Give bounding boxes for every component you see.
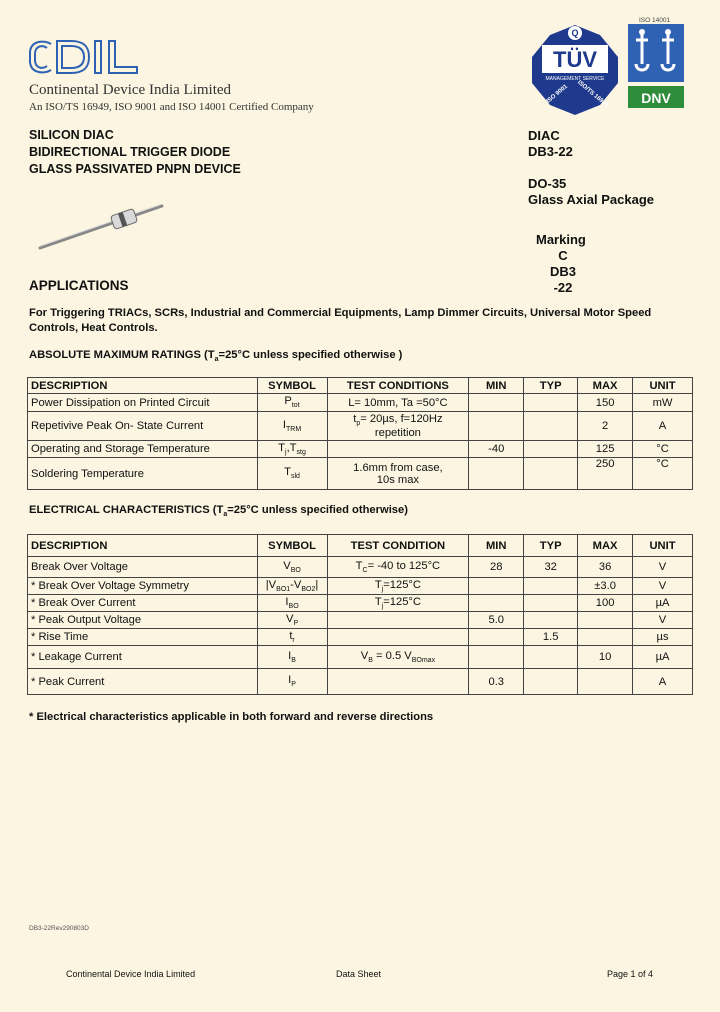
iso-14001-caption: ISO 14001 bbox=[639, 17, 671, 24]
marking-line-3: -22 bbox=[553, 280, 573, 295]
row-max: ±3.0 bbox=[578, 578, 633, 595]
row-min bbox=[469, 646, 524, 669]
row-unit: µA bbox=[633, 595, 693, 612]
row-min bbox=[469, 458, 524, 490]
row-max: 250 bbox=[578, 458, 633, 490]
table-row bbox=[28, 578, 693, 595]
row-min: 5.0 bbox=[469, 612, 524, 629]
row-symbol: $I_{BO}$ bbox=[257, 595, 327, 612]
cdil-logo bbox=[27, 38, 139, 76]
row-max: 125 bbox=[578, 441, 633, 458]
row-unit: V bbox=[633, 612, 693, 629]
header-description: DESCRIPTION bbox=[28, 535, 258, 557]
title-line-1: SILICON DIAC bbox=[29, 128, 114, 142]
header-typ: TYP bbox=[524, 535, 578, 557]
certification-line: An ISO/TS 16949, ISO 9001 and ISO 14001 Certified Company bbox=[29, 101, 314, 113]
row-min bbox=[469, 578, 524, 595]
row-max bbox=[578, 669, 633, 695]
table-row bbox=[28, 441, 693, 458]
header-description: DESCRIPTION bbox=[28, 378, 258, 394]
header-min: MIN bbox=[469, 535, 524, 557]
tuv-label: TÜV bbox=[553, 47, 597, 72]
row-typ: 32 bbox=[524, 557, 578, 578]
table-row bbox=[28, 412, 693, 441]
row-unit: mW bbox=[633, 394, 693, 412]
marking-block bbox=[536, 232, 590, 296]
row-symbol: $t_r$ bbox=[257, 629, 327, 646]
row-max: 10 bbox=[578, 646, 633, 669]
row-unit: V bbox=[633, 557, 693, 578]
row-typ bbox=[524, 595, 578, 612]
row-unit: A bbox=[633, 412, 693, 441]
elec-title: ELECTRICAL CHARACTERISTICS ($T_a=25^\circ C$ unless specified otherwise) bbox=[29, 504, 408, 519]
tuv-iso-right: ISO/TS 16949 bbox=[576, 79, 610, 109]
row-description: * Rise Time bbox=[28, 629, 258, 646]
dnv-certification-badge bbox=[628, 24, 684, 108]
marking-line-2: DB3 bbox=[549, 264, 576, 279]
row-min: -40 bbox=[469, 441, 524, 458]
row-unit: µA bbox=[633, 646, 693, 669]
header-symbol: SYMBOL bbox=[257, 535, 327, 557]
marking-line-1: C bbox=[558, 248, 568, 263]
row-symbol: $I_P$ bbox=[257, 669, 327, 695]
applications-heading: APPLICATIONS bbox=[29, 278, 129, 293]
row-typ bbox=[524, 578, 578, 595]
row-typ bbox=[524, 669, 578, 695]
row-max: 100 bbox=[578, 595, 633, 612]
row-max bbox=[578, 629, 633, 646]
row-unit: A bbox=[633, 669, 693, 695]
row-test: $T_j=125^\circ C$ bbox=[327, 595, 469, 612]
row-max: 150 bbox=[578, 394, 633, 412]
row-symbol: $I_B$ bbox=[257, 646, 327, 669]
header-min: MIN bbox=[469, 378, 524, 394]
marking-label: Marking bbox=[536, 232, 586, 247]
row-symbol: $T_{sld}$ bbox=[257, 458, 327, 490]
row-typ bbox=[524, 412, 578, 441]
device-type: DIAC bbox=[528, 128, 560, 143]
tuv-service: MANAGEMENT SERVICE bbox=[545, 76, 605, 82]
abs-max-title: ABSOLUTE MAXIMUM RATINGS ($T_a=25^\circ C$ unless specified otherwise ) bbox=[29, 349, 403, 364]
table-header-row bbox=[28, 378, 693, 394]
package-desc: Glass Axial Package bbox=[528, 192, 654, 207]
dnv-label: DNV bbox=[641, 90, 671, 106]
device-title-block bbox=[29, 127, 241, 178]
row-symbol: $T_j,T_{stg}$ bbox=[257, 441, 327, 458]
footnote: * Electrical characteristics applicable in both forward and reverse directions bbox=[29, 711, 434, 723]
table-row bbox=[28, 458, 693, 490]
row-min bbox=[469, 394, 524, 412]
package-block bbox=[528, 176, 654, 208]
tuv-iso-left: ISO 9001 bbox=[545, 83, 569, 105]
footer-company: Continental Device India Limited bbox=[66, 969, 196, 979]
company-name: Continental Device India Limited bbox=[29, 82, 232, 98]
row-test: 1.6mm from case, 10s max bbox=[327, 458, 469, 490]
row-symbol: $I_{TRM}$ bbox=[257, 412, 327, 441]
document-code: DB3-22Rev290803D bbox=[29, 925, 89, 932]
row-test bbox=[327, 629, 469, 646]
table-header-row bbox=[28, 535, 693, 557]
row-test: $t_p= 20\mu s$, f=120Hz repetition bbox=[327, 412, 469, 441]
table-row bbox=[28, 669, 693, 695]
tuv-certification-badge bbox=[528, 23, 622, 117]
package-name: DO-35 bbox=[528, 176, 567, 191]
elec-table bbox=[27, 534, 693, 695]
footer-page: Page 1 of 4 bbox=[607, 969, 654, 979]
table-row bbox=[28, 612, 693, 629]
row-typ bbox=[524, 612, 578, 629]
table-row bbox=[28, 646, 693, 669]
row-typ: 1.5 bbox=[524, 629, 578, 646]
row-test: $T_j=125^\circ C$ bbox=[327, 578, 469, 595]
row-description: * Break Over Voltage Symmetry bbox=[28, 578, 258, 595]
row-unit: V bbox=[633, 578, 693, 595]
row-test bbox=[327, 612, 469, 629]
row-typ bbox=[524, 646, 578, 669]
header-unit: UNIT bbox=[633, 378, 693, 394]
row-typ bbox=[524, 441, 578, 458]
header-test-condition: TEST CONDITION bbox=[327, 535, 469, 557]
row-max bbox=[578, 612, 633, 629]
table-row bbox=[28, 394, 693, 412]
header-max: MAX bbox=[578, 535, 633, 557]
row-unit: °C bbox=[633, 441, 693, 458]
row-description: Soldering Temperature bbox=[28, 458, 258, 490]
row-test: $V_B = 0.5$ $V_{BOmax}$ bbox=[327, 646, 469, 669]
row-min bbox=[469, 412, 524, 441]
header-typ: TYP bbox=[524, 378, 578, 394]
row-symbol: $V_P$ bbox=[257, 612, 327, 629]
row-min: 28 bbox=[469, 557, 524, 578]
row-max: 36 bbox=[578, 557, 633, 578]
row-description: * Leakage Current bbox=[28, 646, 258, 669]
row-test bbox=[327, 441, 469, 458]
row-symbol: $P_{tot}$ bbox=[257, 394, 327, 412]
row-typ bbox=[524, 458, 578, 490]
header-symbol: SYMBOL bbox=[257, 378, 327, 394]
row-min bbox=[469, 595, 524, 612]
row-description: * Peak Current bbox=[28, 669, 258, 695]
row-min bbox=[469, 629, 524, 646]
table-row bbox=[28, 557, 693, 578]
row-unit: °C bbox=[633, 458, 693, 490]
row-description: * Peak Output Voltage bbox=[28, 612, 258, 629]
row-test bbox=[327, 669, 469, 695]
row-description: * Break Over Current bbox=[28, 595, 258, 612]
row-unit: µs bbox=[633, 629, 693, 646]
header-max: MAX bbox=[578, 378, 633, 394]
row-max: 2 bbox=[578, 412, 633, 441]
row-description: Break Over Voltage bbox=[28, 557, 258, 578]
abs-max-table bbox=[27, 377, 693, 490]
row-description: Operating and Storage Temperature bbox=[28, 441, 258, 458]
row-description: Power Dissipation on Printed Circuit bbox=[28, 394, 258, 412]
footer-center: Data Sheet bbox=[336, 969, 382, 979]
row-test: $T_C= -40$ to 125°C bbox=[327, 557, 469, 578]
title-line-2: BIDIRECTIONAL TRIGGER DIODE bbox=[29, 145, 231, 159]
applications-text: For Triggering TRIACs, SCRs, Industrial and Commercial Equipments, Lamp Dimmer Circuits, Universal Motor Speed Controls, Heat Controls. bbox=[29, 307, 652, 334]
header-test-conditions: TEST CONDITIONS bbox=[327, 378, 469, 394]
part-number: DB3-22 bbox=[528, 144, 573, 159]
table-row bbox=[28, 595, 693, 612]
row-symbol: $|V_{BO1}-V_{BO2}|$ bbox=[257, 578, 327, 595]
row-description: Repetivive Peak On- State Current bbox=[28, 412, 258, 441]
row-min: 0.3 bbox=[469, 669, 524, 695]
table-row bbox=[28, 629, 693, 646]
row-symbol: $V_{BO}$ bbox=[257, 557, 327, 578]
row-typ bbox=[524, 394, 578, 412]
part-title-block bbox=[528, 128, 573, 160]
diode-illustration bbox=[36, 200, 166, 255]
header-unit: UNIT bbox=[633, 535, 693, 557]
row-test: L= 10mm, Ta =50°C bbox=[327, 394, 469, 412]
svg-text:Q: Q bbox=[571, 28, 579, 38]
title-line-3: GLASS PASSIVATED PNPN DEVICE bbox=[29, 162, 241, 176]
